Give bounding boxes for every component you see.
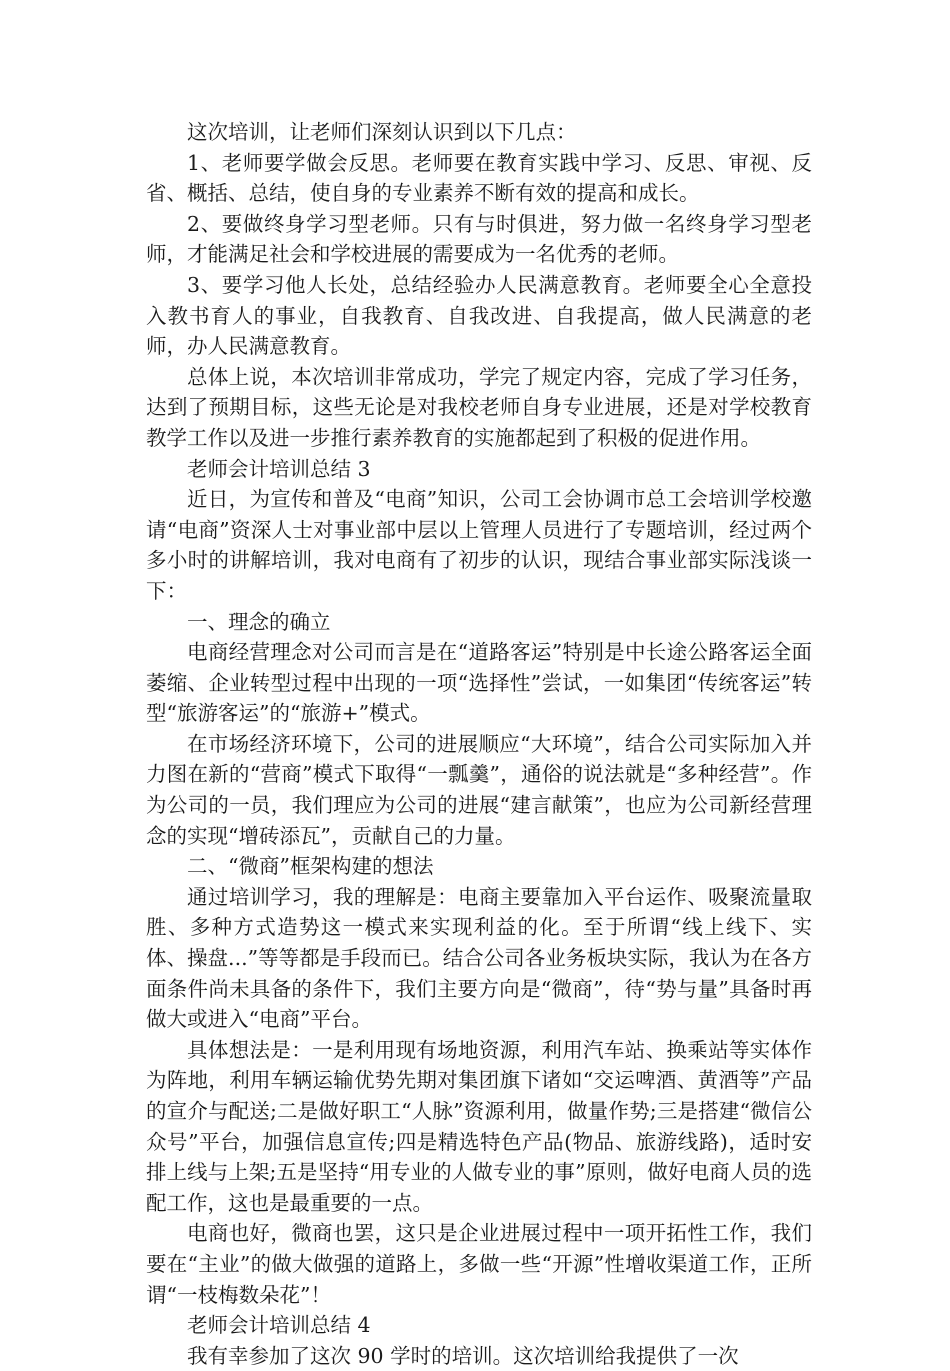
paragraph-microbusiness-1: 通过培训学习，我的理解是：电商主要靠加入平台运作、吸聚流量取胜、多种方式造势这一模式来实现利益的化。至于所谓“线上线下、实体、操盘...”等等都是手段而已。结合公司各业务板块实际，我认为在各方面条件尚未具备的条件下，我们主要方向是“微商”，待“势与量”具备时再做大或进入“电商”平台。: [146, 884, 812, 1032]
paragraph-point-3: 3、要学习他人长处，总结经验办人民满意教育。老师要全心全意投入教书育人的事业，自我教育、自我改进、自我提高，做人民满意的老师，办人民满意教育。: [146, 272, 812, 359]
paragraph-overall-summary: 总体上说，本次培训非常成功，学完了规定内容，完成了学习任务，达到了预期目标，这些无论是对我校老师自身专业进展，还是对学校教育教学工作以及进一步推行素养教育的实施都起到了积极的促进作用。: [146, 364, 812, 450]
paragraph-training-4-intro: 我有幸参加了这次 90 学时的培训。这次培训给我提供了一次: [187, 1343, 739, 1368]
paragraph-intro: 这次培训，让老师们深刻认识到以下几点：: [187, 120, 577, 144]
paragraph-microbusiness-2: 具体想法是：一是利用现有场地资源，利用汽车站、换乘站等实体作为阵地，利用车辆运输优势先期对集团旗下诸如“交运啤酒、黄酒等”产品的宣介与配送;二是做好职工“人脉”资源利用，做量作势;三是搭建“微信公众号”平台，加强信息宣传;四是精选特色产品(物品、旅游线路)，适时安排上线与上架;五是坚持“用专业的人做专业的事”原则，做好电商人员的选配工作，这也是最重要的一点。: [146, 1037, 812, 1215]
paragraph-microbusiness-3: 电商也好，微商也罢，这只是企业进展过程中一项开拓性工作，我们要在“主业”的做大做强的道路上，多做一些“开源”性增收渠道工作，正所谓“一枝梅数朵花”！: [146, 1221, 812, 1307]
section-title-3: 老师会计培训总结 3: [187, 456, 371, 481]
section-title-4: 老师会计培训总结 4: [187, 1313, 371, 1338]
paragraph-concept-1: 电商经营理念对公司而言是在“道路客运”特别是中长途公路客运全面萎缩、企业转型过程中出现的一项“选择性”尝试，一如集团“传统客运”转型“旅游客运”的“旅游+”模式。: [146, 640, 812, 726]
paragraph-point-2: 2、要做终身学习型老师。只有与时俱进，努力做一名终身学习型老师，才能满足社会和学校进展的需要成为一名优秀的老师。: [146, 211, 812, 267]
paragraph-concept-2: 在市场经济环境下，公司的进展顺应“大环境”，结合公司实际加入并力图在新的“营商”模式下取得“一瓢羹”，通俗的说法就是“多种经营”。作为公司的一员，我们理应为公司的进展“建言献策”，也应为公司新经营理念的实现“增砖添瓦”，贡献自己的力量。: [146, 731, 812, 848]
subheading-microbusiness: 二、“微商”框架构建的想法: [187, 854, 434, 879]
document-body: [146, 117, 812, 1371]
subheading-concept: 一、理念的确立: [187, 609, 331, 634]
paragraph-point-1: 1、老师要学做会反思。老师要在教育实践中学习、反思、审视、反省、概括、总结，使自身的专业素养不断有效的提高和成长。: [146, 150, 812, 206]
paragraph-ecommerce-intro: 近日，为宣传和普及“电商”知识，公司工会协调市总工会培训学校邀请“电商”资深人士对事业部中层以上管理人员进行了专题培训，经过两个多小时的讲解培训，我对电商有了初步的认识，现结合事业部实际浅谈一下：: [146, 487, 812, 603]
